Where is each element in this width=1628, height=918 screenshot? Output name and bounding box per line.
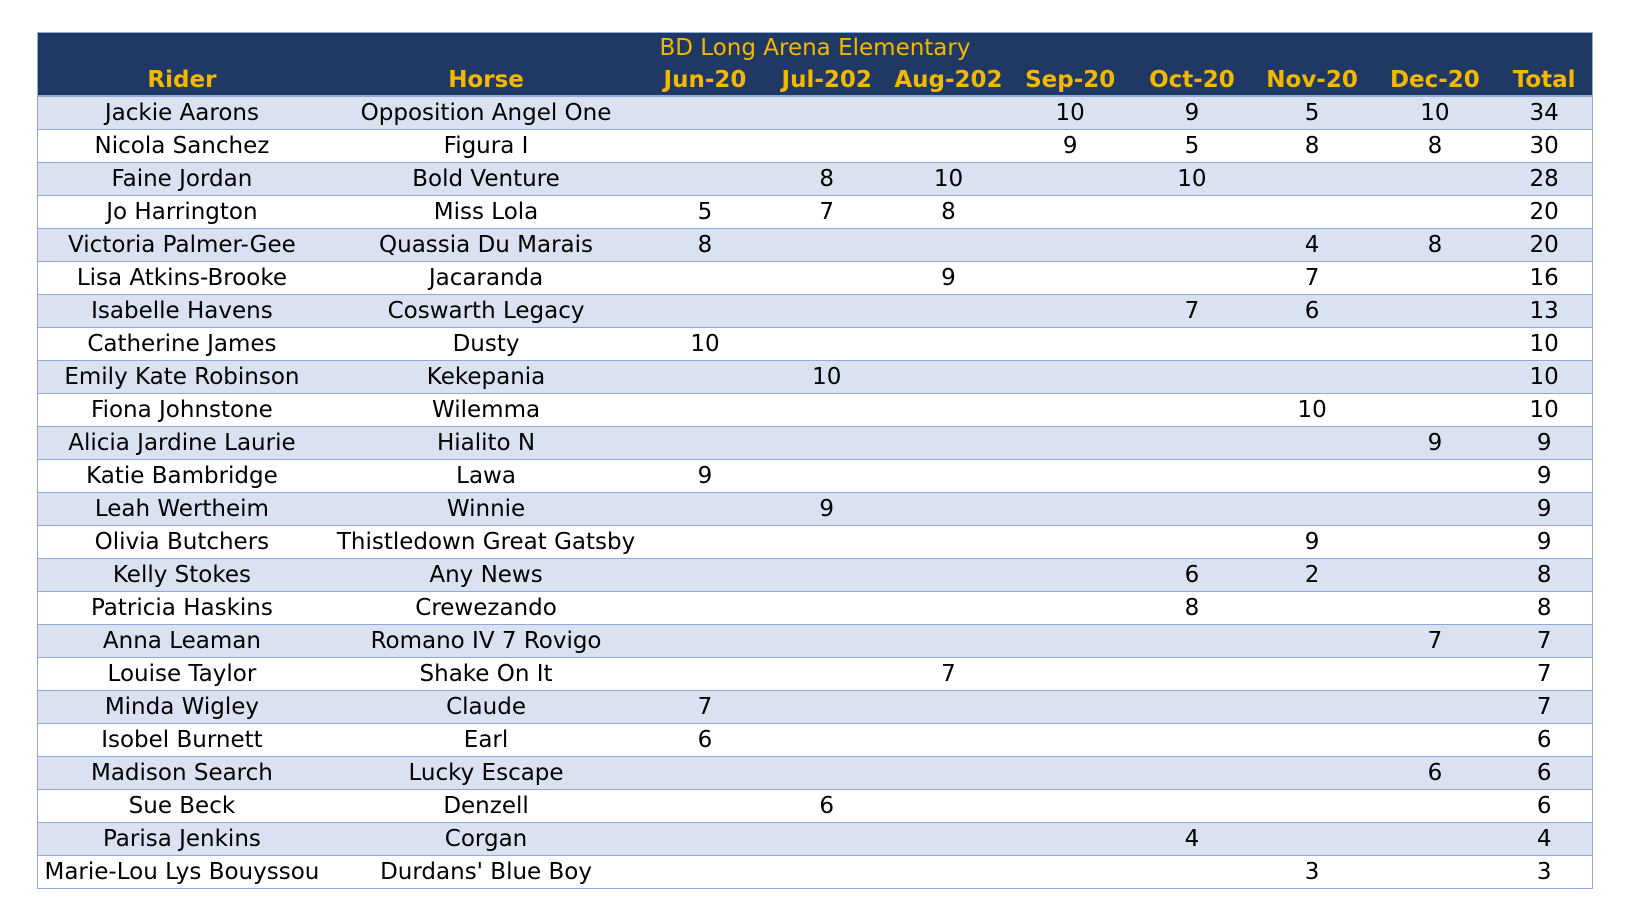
score-cell	[1373, 592, 1496, 625]
total-cell: 28	[1496, 163, 1592, 196]
score-cell	[764, 856, 890, 889]
table-row	[38, 130, 1593, 163]
score-cell	[764, 328, 890, 361]
score-cell	[1251, 493, 1374, 526]
score-cell	[1007, 163, 1133, 196]
score-cell	[764, 394, 890, 427]
score-cell	[1251, 427, 1374, 460]
score-cell	[1133, 229, 1250, 262]
column-header: Nov-20	[1251, 64, 1374, 96]
score-cell: 10	[646, 328, 763, 361]
total-cell: 7	[1496, 691, 1592, 724]
rider-cell: Isobel Burnett	[38, 724, 326, 757]
rider-cell: Fiona Johnstone	[38, 394, 326, 427]
horse-cell: Any News	[326, 559, 646, 592]
table-row	[38, 691, 1593, 724]
score-cell	[1007, 724, 1133, 757]
score-cell	[1251, 757, 1374, 790]
column-header: Dec-20	[1373, 64, 1496, 96]
score-cell	[890, 427, 1007, 460]
horse-cell: Opposition Angel One	[326, 96, 646, 130]
score-cell	[764, 625, 890, 658]
score-cell: 8	[1373, 130, 1496, 163]
horse-cell: Romano IV 7 Rovigo	[326, 625, 646, 658]
score-cell	[1133, 328, 1250, 361]
score-cell	[1133, 658, 1250, 691]
score-cell	[1007, 295, 1133, 328]
horse-cell: Crewezando	[326, 592, 646, 625]
table-row	[38, 163, 1593, 196]
score-cell	[1373, 295, 1496, 328]
column-header: Sep-20	[1007, 64, 1133, 96]
score-cell	[646, 262, 763, 295]
score-cell	[1007, 493, 1133, 526]
table-row	[38, 361, 1593, 394]
total-cell: 34	[1496, 96, 1592, 130]
column-header: Oct-20	[1133, 64, 1250, 96]
score-cell: 10	[890, 163, 1007, 196]
score-cell: 4	[1251, 229, 1374, 262]
score-cell	[890, 130, 1007, 163]
horse-cell: Dusty	[326, 328, 646, 361]
score-cell: 7	[890, 658, 1007, 691]
score-cell	[764, 823, 890, 856]
score-cell	[764, 526, 890, 559]
score-cell	[1373, 526, 1496, 559]
score-cell	[1007, 658, 1133, 691]
score-cell	[764, 427, 890, 460]
horse-cell: Shake On It	[326, 658, 646, 691]
score-cell	[1373, 163, 1496, 196]
score-cell	[1251, 658, 1374, 691]
score-cell	[1373, 691, 1496, 724]
score-cell	[890, 460, 1007, 493]
rider-cell: Jo Harrington	[38, 196, 326, 229]
score-cell	[1133, 790, 1250, 823]
total-cell: 3	[1496, 856, 1592, 889]
horse-cell: Figura I	[326, 130, 646, 163]
rider-cell: Parisa Jenkins	[38, 823, 326, 856]
rider-cell: Anna Leaman	[38, 625, 326, 658]
score-cell	[1251, 328, 1374, 361]
score-cell	[1007, 592, 1133, 625]
rider-cell: Faine Jordan	[38, 163, 326, 196]
score-cell	[1007, 262, 1133, 295]
score-cell: 6	[646, 724, 763, 757]
score-cell: 6	[1251, 295, 1374, 328]
score-cell	[764, 460, 890, 493]
horse-cell: Kekepania	[326, 361, 646, 394]
column-header: Rider	[38, 64, 326, 96]
score-cell	[1251, 460, 1374, 493]
score-cell	[1007, 790, 1133, 823]
score-cell: 8	[646, 229, 763, 262]
total-cell: 30	[1496, 130, 1592, 163]
score-cell	[1133, 196, 1250, 229]
total-cell: 10	[1496, 361, 1592, 394]
rider-cell: Nicola Sanchez	[38, 130, 326, 163]
score-cell	[1373, 790, 1496, 823]
score-cell: 10	[1133, 163, 1250, 196]
score-cell	[1133, 493, 1250, 526]
score-cell: 5	[1251, 96, 1374, 130]
total-cell: 20	[1496, 229, 1592, 262]
table-row	[38, 526, 1593, 559]
score-cell: 7	[764, 196, 890, 229]
table-row	[38, 460, 1593, 493]
score-cell: 3	[1251, 856, 1374, 889]
total-cell: 8	[1496, 559, 1592, 592]
score-cell	[1373, 493, 1496, 526]
score-cell: 8	[764, 163, 890, 196]
rider-cell: Alicia Jardine Laurie	[38, 427, 326, 460]
table-row	[38, 823, 1593, 856]
score-cell: 8	[1251, 130, 1374, 163]
horse-cell: Lawa	[326, 460, 646, 493]
score-cell	[1373, 328, 1496, 361]
score-cell	[1373, 460, 1496, 493]
score-cell: 10	[1373, 96, 1496, 130]
total-cell: 9	[1496, 460, 1592, 493]
score-cell	[646, 625, 763, 658]
table-row	[38, 493, 1593, 526]
score-cell: 8	[890, 196, 1007, 229]
score-cell	[1007, 856, 1133, 889]
column-header: Jun-20	[646, 64, 763, 96]
score-cell	[646, 427, 763, 460]
score-cell	[1007, 757, 1133, 790]
score-cell	[646, 526, 763, 559]
score-cell	[646, 790, 763, 823]
score-cell	[890, 328, 1007, 361]
score-cell	[1007, 559, 1133, 592]
score-cell	[1133, 427, 1250, 460]
horse-cell: Quassia Du Marais	[326, 229, 646, 262]
total-cell: 9	[1496, 526, 1592, 559]
rider-cell: Madison Search	[38, 757, 326, 790]
score-cell: 9	[1007, 130, 1133, 163]
score-cell	[646, 559, 763, 592]
score-cell	[1251, 823, 1374, 856]
table-row	[38, 196, 1593, 229]
table-row	[38, 262, 1593, 295]
total-cell: 13	[1496, 295, 1592, 328]
table-row	[38, 295, 1593, 328]
score-cell	[646, 394, 763, 427]
score-cell	[1373, 823, 1496, 856]
score-cell	[1007, 229, 1133, 262]
total-cell: 9	[1496, 427, 1592, 460]
score-cell	[1007, 460, 1133, 493]
total-cell: 20	[1496, 196, 1592, 229]
column-header: Total	[1496, 64, 1592, 96]
score-cell	[1373, 196, 1496, 229]
score-cell	[646, 96, 763, 130]
score-cell	[1133, 625, 1250, 658]
rider-cell: Lisa Atkins-Brooke	[38, 262, 326, 295]
table-row	[38, 592, 1593, 625]
score-cell	[1251, 790, 1374, 823]
column-header: Horse	[326, 64, 646, 96]
score-cell: 7	[1133, 295, 1250, 328]
total-cell: 6	[1496, 757, 1592, 790]
total-cell: 9	[1496, 493, 1592, 526]
rider-cell: Louise Taylor	[38, 658, 326, 691]
score-cell	[1133, 262, 1250, 295]
score-cell	[1007, 394, 1133, 427]
total-cell: 10	[1496, 328, 1592, 361]
score-cell	[1373, 361, 1496, 394]
score-cell	[1251, 163, 1374, 196]
horse-cell: Corgan	[326, 823, 646, 856]
total-cell: 6	[1496, 724, 1592, 757]
table-row	[38, 229, 1593, 262]
header-row	[38, 64, 1593, 96]
horse-cell: Bold Venture	[326, 163, 646, 196]
score-cell	[1251, 196, 1374, 229]
score-cell	[764, 658, 890, 691]
score-cell	[646, 130, 763, 163]
sheet-title: BD Long Arena Elementary	[37, 32, 1593, 64]
total-cell: 7	[1496, 658, 1592, 691]
score-cell	[646, 823, 763, 856]
horse-cell: Miss Lola	[326, 196, 646, 229]
score-cell	[1251, 691, 1374, 724]
score-cell	[890, 691, 1007, 724]
score-cell	[1373, 856, 1496, 889]
score-cell	[646, 295, 763, 328]
score-cell: 7	[1251, 262, 1374, 295]
table-row	[38, 96, 1593, 130]
score-cell	[1373, 262, 1496, 295]
rider-cell: Marie-Lou Lys Bouyssou	[38, 856, 326, 889]
score-cell: 10	[1251, 394, 1374, 427]
score-cell	[890, 757, 1007, 790]
rider-cell: Olivia Butchers	[38, 526, 326, 559]
score-cell	[764, 262, 890, 295]
horse-cell: Earl	[326, 724, 646, 757]
table-row	[38, 724, 1593, 757]
table-row	[38, 328, 1593, 361]
table-row	[38, 658, 1593, 691]
score-cell	[646, 856, 763, 889]
score-cell	[890, 493, 1007, 526]
score-cell	[1007, 625, 1133, 658]
score-cell: 5	[1133, 130, 1250, 163]
score-cell	[890, 559, 1007, 592]
table-row	[38, 757, 1593, 790]
score-cell: 4	[1133, 823, 1250, 856]
score-cell	[1007, 526, 1133, 559]
horse-cell: Thistledown Great Gatsby	[326, 526, 646, 559]
score-cell: 6	[1373, 757, 1496, 790]
score-cell	[1373, 658, 1496, 691]
score-cell	[1133, 361, 1250, 394]
total-cell: 4	[1496, 823, 1592, 856]
rider-cell: Patricia Haskins	[38, 592, 326, 625]
rider-cell: Isabelle Havens	[38, 295, 326, 328]
score-cell	[1373, 394, 1496, 427]
rider-cell: Jackie Aarons	[38, 96, 326, 130]
horse-cell: Hialito N	[326, 427, 646, 460]
score-cell: 9	[1373, 427, 1496, 460]
score-cell: 10	[764, 361, 890, 394]
horse-cell: Claude	[326, 691, 646, 724]
score-cell: 6	[1133, 559, 1250, 592]
score-cell	[890, 394, 1007, 427]
score-cell	[1133, 691, 1250, 724]
results-sheet	[37, 32, 1593, 889]
score-cell	[764, 757, 890, 790]
score-cell: 10	[1007, 96, 1133, 130]
score-cell	[1251, 625, 1374, 658]
score-cell	[890, 295, 1007, 328]
rider-cell: Victoria Palmer-Gee	[38, 229, 326, 262]
score-cell: 8	[1133, 592, 1250, 625]
score-cell	[1007, 691, 1133, 724]
rider-cell: Sue Beck	[38, 790, 326, 823]
horse-cell: Durdans' Blue Boy	[326, 856, 646, 889]
score-cell	[1251, 592, 1374, 625]
table-row	[38, 625, 1593, 658]
rider-cell: Kelly Stokes	[38, 559, 326, 592]
score-cell	[646, 163, 763, 196]
score-cell	[890, 526, 1007, 559]
score-cell: 9	[646, 460, 763, 493]
score-cell: 9	[764, 493, 890, 526]
score-cell	[1133, 394, 1250, 427]
rider-cell: Catherine James	[38, 328, 326, 361]
score-cell: 5	[646, 196, 763, 229]
score-cell	[1007, 823, 1133, 856]
score-cell	[764, 229, 890, 262]
score-cell: 9	[1133, 96, 1250, 130]
score-cell	[764, 559, 890, 592]
score-cell	[1373, 724, 1496, 757]
score-cell: 9	[890, 262, 1007, 295]
horse-cell: Lucky Escape	[326, 757, 646, 790]
score-cell: 7	[646, 691, 763, 724]
score-cell	[764, 691, 890, 724]
score-cell	[890, 361, 1007, 394]
horse-cell: Wilemma	[326, 394, 646, 427]
horse-cell: Denzell	[326, 790, 646, 823]
score-cell	[764, 96, 890, 130]
score-cell	[890, 790, 1007, 823]
results-table	[37, 64, 1593, 889]
score-cell: 2	[1251, 559, 1374, 592]
total-cell: 7	[1496, 625, 1592, 658]
score-cell	[646, 493, 763, 526]
score-cell	[1133, 460, 1250, 493]
score-cell	[1133, 757, 1250, 790]
rider-cell: Minda Wigley	[38, 691, 326, 724]
score-cell	[890, 823, 1007, 856]
score-cell	[1251, 724, 1374, 757]
score-cell	[764, 295, 890, 328]
score-cell	[890, 724, 1007, 757]
score-cell	[1133, 856, 1250, 889]
score-cell	[1133, 724, 1250, 757]
total-cell: 8	[1496, 592, 1592, 625]
score-cell	[890, 229, 1007, 262]
score-cell	[1133, 526, 1250, 559]
total-cell: 10	[1496, 394, 1592, 427]
score-cell	[1373, 559, 1496, 592]
table-row	[38, 559, 1593, 592]
rider-cell: Leah Wertheim	[38, 493, 326, 526]
horse-cell: Jacaranda	[326, 262, 646, 295]
score-cell	[646, 757, 763, 790]
horse-cell: Coswarth Legacy	[326, 295, 646, 328]
score-cell	[1251, 361, 1374, 394]
score-cell	[1007, 196, 1133, 229]
column-header: Jul-202	[764, 64, 890, 96]
score-cell	[764, 130, 890, 163]
score-cell: 8	[1373, 229, 1496, 262]
score-cell	[764, 592, 890, 625]
column-header: Aug-202	[890, 64, 1007, 96]
total-cell: 6	[1496, 790, 1592, 823]
score-cell	[890, 856, 1007, 889]
table-row	[38, 427, 1593, 460]
score-cell: 7	[1373, 625, 1496, 658]
score-cell	[646, 361, 763, 394]
rider-cell: Emily Kate Robinson	[38, 361, 326, 394]
table-row	[38, 394, 1593, 427]
score-cell	[646, 658, 763, 691]
score-cell	[1007, 427, 1133, 460]
score-cell: 6	[764, 790, 890, 823]
score-cell	[890, 96, 1007, 130]
score-cell	[1007, 328, 1133, 361]
score-cell	[1007, 361, 1133, 394]
score-cell	[890, 625, 1007, 658]
score-cell: 9	[1251, 526, 1374, 559]
score-cell	[890, 592, 1007, 625]
table-body	[38, 96, 1593, 889]
score-cell	[646, 592, 763, 625]
table-row	[38, 790, 1593, 823]
total-cell: 16	[1496, 262, 1592, 295]
score-cell	[764, 724, 890, 757]
horse-cell: Winnie	[326, 493, 646, 526]
rider-cell: Katie Bambridge	[38, 460, 326, 493]
table-row	[38, 856, 1593, 889]
